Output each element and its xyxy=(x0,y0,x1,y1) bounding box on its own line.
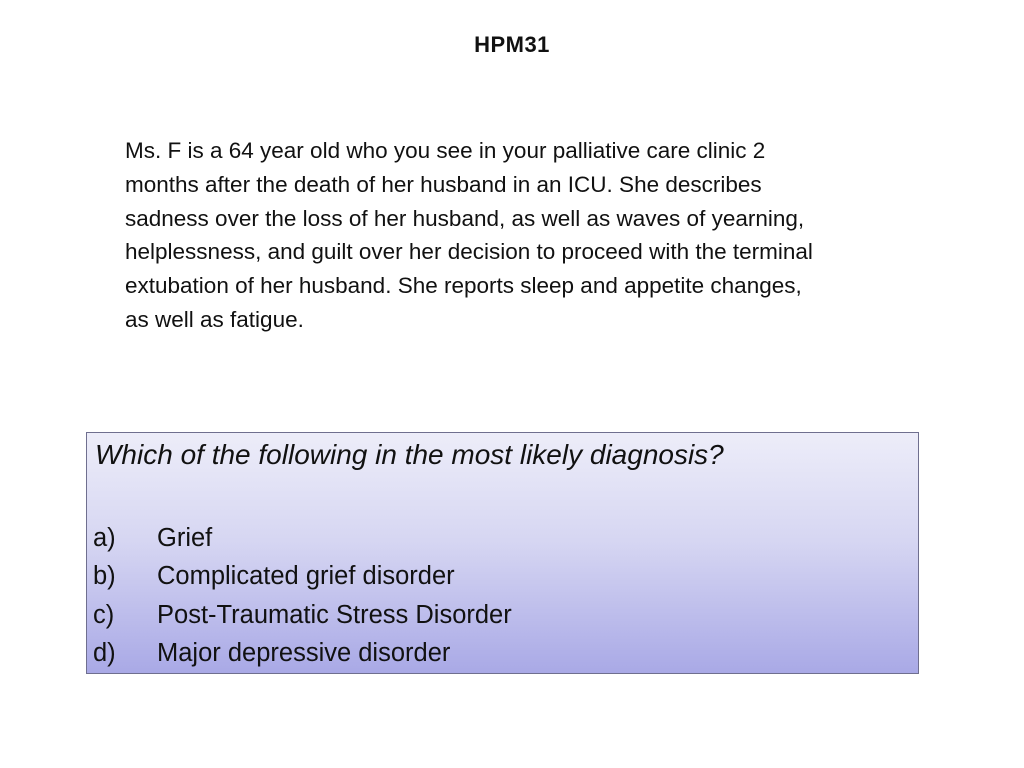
answer-option-d xyxy=(93,635,512,674)
slide-title: HPM31 xyxy=(474,32,550,57)
question-prompt: Which of the following in the most likely diagnosis? xyxy=(95,439,724,470)
case-line: months after the death of her husband in an ICU. She describes xyxy=(125,171,762,197)
option-text: Major depressive disorder xyxy=(157,639,451,668)
case-line: Ms. F is a 64 year old who you see in your palliative care clinic 2 xyxy=(125,138,766,163)
option-letter: c) xyxy=(93,600,115,629)
question-box xyxy=(86,432,919,674)
option-letter: d) xyxy=(93,639,116,668)
case-line: sadness over the loss of her husband, as well as waves of yearning, xyxy=(125,205,805,231)
case-line: extubation of her husband. She reports sleep and appetite changes, xyxy=(125,273,802,299)
option-text: Complicated grief disorder xyxy=(157,562,455,591)
answer-option-a xyxy=(93,519,512,558)
option-text: Grief xyxy=(157,523,213,552)
answer-option-b xyxy=(93,558,512,597)
case-line: as well as fatigue. xyxy=(125,306,304,332)
option-letter: b) xyxy=(93,562,116,591)
case-description xyxy=(125,134,925,337)
answer-options-list xyxy=(93,519,512,673)
answer-option-c xyxy=(93,596,512,635)
option-letter: a) xyxy=(93,523,116,552)
case-line: helplessness, and guilt over her decision to proceed with the terminal xyxy=(125,239,813,265)
option-text: Post-Traumatic Stress Disorder xyxy=(157,600,512,629)
